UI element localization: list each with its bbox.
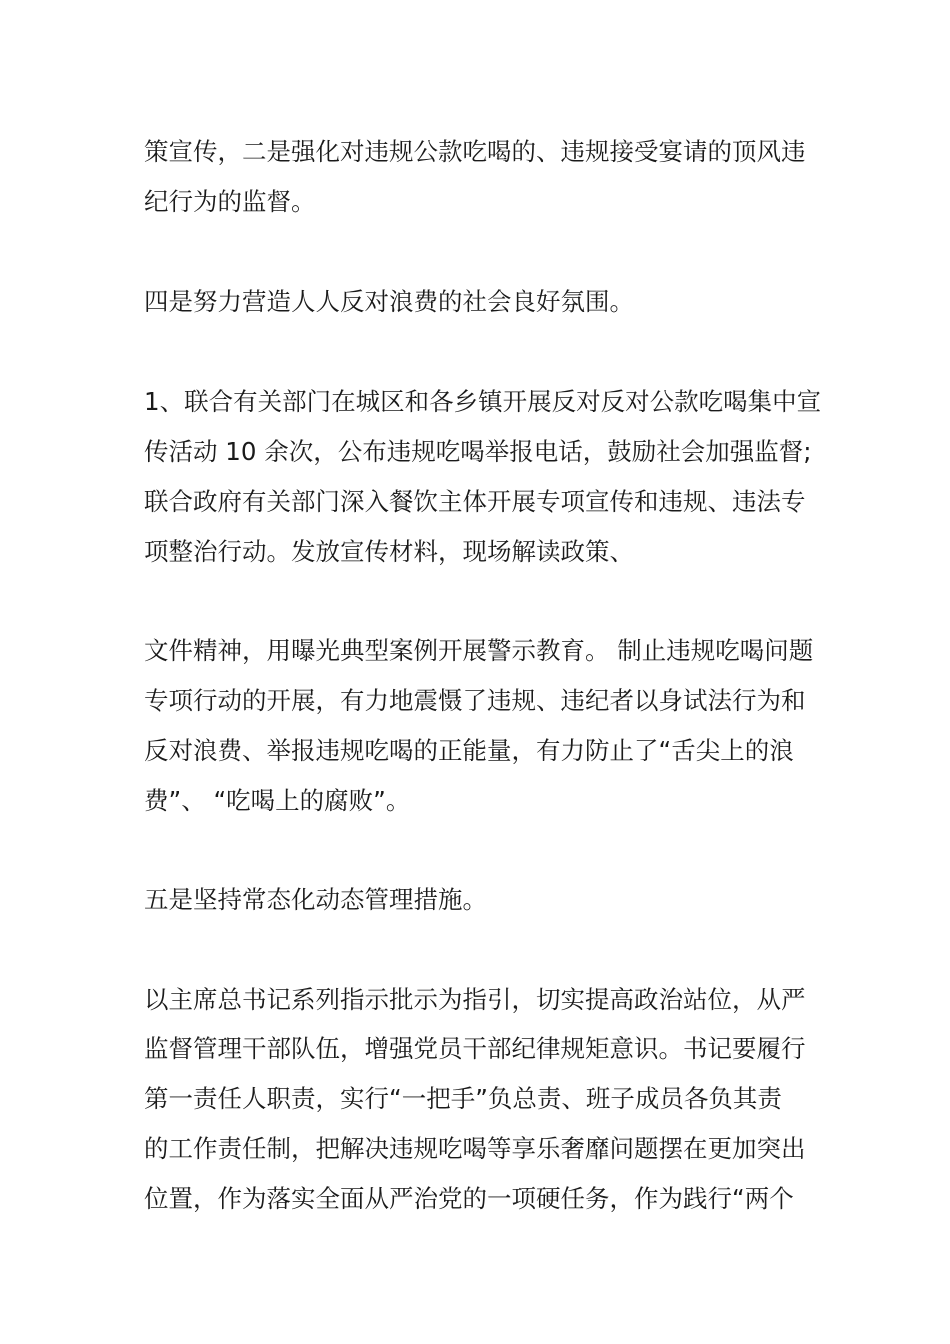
paragraph-line: 监督管理干部队伍，增强党员干部纪律规矩意识。书记要履行 (144, 1034, 806, 1063)
paragraph-line: 策宣传，二是强化对违规公款吃喝的、违规接受宴请的顶风违 (144, 137, 806, 166)
section-heading: 五是坚持常态化动态管理措施。 (144, 885, 487, 914)
paragraph-line: 1、联合有关部门在城区和各乡镇开展反对反对公款吃喝集中宣 (144, 387, 822, 416)
paragraph-line: 纪行为的监督。 (144, 187, 316, 216)
paragraph-line: 传活动 10 余次，公布违规吃喝举报电话，鼓励社会加强监督; (144, 437, 812, 466)
section-heading: 四是努力营造人人反对浪费的社会良好氛围。 (144, 287, 634, 316)
paragraph-line: 文件精神，用曝光典型案例开展警示教育。 制止违规吃喝问题 (144, 636, 814, 665)
paragraph-line: 项整治行动。发放宣传材料，现场解读政策、 (144, 537, 634, 566)
paragraph-line: 联合政府有关部门深入餐饮主体开展专项宣传和违规、违法专 (144, 487, 806, 516)
paragraph-line: 专项行动的开展，有力地震慑了违规、违纪者以身试法行为和 (144, 686, 806, 715)
paragraph-line: 以主席总书记系列指示批示为指引，切实提高政治站位，从严 (144, 985, 806, 1014)
paragraph-line: 的工作责任制，把解决违规吃喝等享乐奢靡问题摆在更加突出 (144, 1134, 806, 1163)
paragraph-line: 反对浪费、举报违规吃喝的正能量，有力防止了“舌尖上的浪 (144, 736, 794, 765)
paragraph-line: 第一责任人职责，实行“一把手”负总责、班子成员各负其责 (144, 1084, 782, 1113)
paragraph-line: 费”、 “吃喝上的腐败”。 (144, 786, 411, 815)
paragraph-line: 位置，作为落实全面从严治党的一项硬任务，作为践行“两个 (144, 1184, 794, 1213)
